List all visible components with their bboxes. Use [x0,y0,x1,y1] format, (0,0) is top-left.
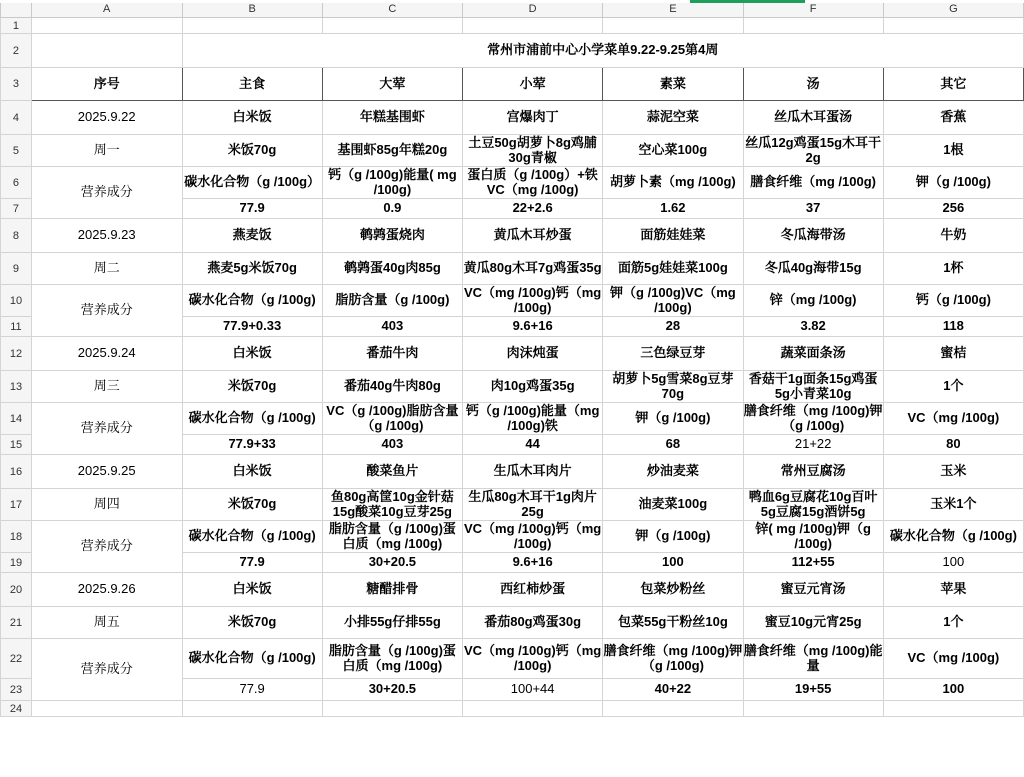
cell-value-b-5[interactable]: 77.9 [182,679,322,701]
cell-d24[interactable] [463,701,603,717]
column-header-f[interactable]: F [743,1,883,18]
row-header-21[interactable]: 21 [1,607,32,639]
cell-portion-c-1[interactable]: 基围虾85g年糕20g [322,135,462,167]
row-header-8[interactable]: 8 [1,219,32,253]
cell-dish-f-3[interactable]: 蔬菜面条汤 [743,337,883,371]
cell-nutrient-f-5[interactable]: 膳食纤维（mg /100g)能量 [743,639,883,679]
cell-dish-c-2[interactable]: 鹌鹑蛋烧肉 [322,219,462,253]
row-header-19[interactable]: 19 [1,553,32,573]
cell-a2[interactable] [31,34,182,68]
cell-value-d-4[interactable]: 9.6+16 [463,553,603,573]
cell-value-b-1[interactable]: 77.9 [182,199,322,219]
cell-weekday-1[interactable]: 周一 [31,135,182,167]
cell-dish-g-4[interactable]: 玉米 [883,455,1023,489]
cell-date-2[interactable]: 2025.9.23 [31,219,182,253]
table-row [1,68,1024,101]
cell-nutrient-b-2[interactable]: 碳水化合物（g /100g) [182,285,322,317]
table-row [1,489,1024,521]
header-staple[interactable]: 主食 [182,68,322,101]
cell-nutrient-b-4[interactable]: 碳水化合物（g /100g) [182,521,322,553]
cell-g24[interactable] [883,701,1023,717]
cell-nutrient-g-5[interactable]: VC（mg /100g) [883,639,1023,679]
cell-nutrition-label-5[interactable]: 营养成分 [31,639,182,701]
cell-value-c-1[interactable]: 0.9 [322,199,462,219]
cell-portion-f-2[interactable]: 冬瓜40g海带15g [743,253,883,285]
cell-portion-e-2[interactable]: 面筋5g娃娃菜100g [603,253,743,285]
cell-value-c-4[interactable]: 30+20.5 [322,553,462,573]
cell-value-b-2[interactable]: 77.9+0.33 [182,317,322,337]
table-row [1,34,1024,68]
column-header-d[interactable]: D [463,1,603,18]
cell-nutrient-c-1[interactable]: 钙（g /100g)能量( mg /100g) [322,167,462,199]
table-row [1,101,1024,135]
table-row [1,403,1024,435]
cell-portion-f-5[interactable]: 蜜豆10g元宵25g [743,607,883,639]
cell-value-d-2[interactable]: 9.6+16 [463,317,603,337]
row-header-2[interactable]: 2 [1,34,32,68]
cell-value-f-3[interactable]: 21+22 [743,435,883,455]
cell-value-d-5[interactable]: 100+44 [463,679,603,701]
cell-value-f-2[interactable]: 3.82 [743,317,883,337]
row-header-20[interactable]: 20 [1,573,32,607]
cell-dish-b-2[interactable]: 燕麦饭 [182,219,322,253]
row-header-24[interactable]: 24 [1,701,32,717]
row-header-14[interactable]: 14 [1,403,32,435]
cell-value-d-1[interactable]: 22+2.6 [463,199,603,219]
column-header-g[interactable]: G [883,1,1023,18]
cell-a24[interactable] [31,701,182,717]
cell-g1[interactable] [883,18,1023,34]
cell-portion-b-5[interactable]: 米饭70g [182,607,322,639]
cell-nutrition-label-2[interactable]: 营养成分 [31,285,182,337]
row-header-15[interactable]: 15 [1,435,32,455]
cell-nutrient-f-3[interactable]: 膳食纤维（mg /100g)钾（g /100g) [743,402,883,433]
cell-nutrient-e-2[interactable]: 钾（g /100g)VC（mg /100g) [603,285,743,317]
cell-value-g-5[interactable]: 100 [883,679,1023,701]
cell-nutrient-e-1[interactable]: 胡萝卜素（mg /100g) [603,167,743,199]
cell-portion-e-5[interactable]: 包菜55g干粉丝10g [603,607,743,639]
cell-e24[interactable] [603,701,743,717]
cell-nutrient-d-3[interactable]: 钙（g /100g)能量（mg /100g)铁 [463,403,603,435]
cell-dish-c-4[interactable]: 酸菜鱼片 [322,455,462,489]
cell-portion-b-4[interactable]: 米饭70g [182,489,322,521]
cell-value-f-5[interactable]: 19+55 [743,679,883,701]
cell-portion-g-2[interactable]: 1杯 [883,253,1023,285]
cell-dish-g-5[interactable]: 苹果 [883,573,1023,607]
cell-value-e-1[interactable]: 1.62 [603,199,743,219]
cell-value-e-3[interactable]: 68 [603,435,743,455]
cell-dish-b-3[interactable]: 白米饭 [182,337,322,371]
table-row [1,219,1024,253]
cell-portion-c-4[interactable]: 鱼80g高筐10g金针菇15g酸菜10g豆芽25g [322,489,462,521]
row-header-10[interactable]: 10 [1,285,32,317]
cell-f1[interactable] [743,18,883,34]
cell-dish-e-1[interactable]: 蒜泥空菜 [603,101,743,135]
table-row [1,167,1024,199]
cell-dish-e-5[interactable]: 包菜炒粉丝 [603,573,743,607]
cell-value-d-3[interactable]: 44 [463,435,603,455]
row-header-4[interactable]: 4 [1,101,32,135]
cell-nutrient-c-5[interactable]: 脂肪含量（g /100g)蛋白质（mg /100g) [322,639,462,679]
cell-dish-b-5[interactable]: 白米饭 [182,573,322,607]
table-row [1,573,1024,607]
cell-weekday-5[interactable]: 周五 [31,607,182,639]
row-header-3[interactable]: 3 [1,68,32,101]
row-header-23[interactable]: 23 [1,679,32,701]
cell-e1[interactable] [603,18,743,34]
header-meat-light[interactable]: 小荤 [463,68,603,101]
cell-portion-d-2[interactable]: 黄瓜80g木耳7g鸡蛋35g [463,253,603,285]
row-header-22[interactable]: 22 [1,639,32,679]
cell-nutrient-c-3[interactable]: VC（g /100g)脂肪含量（g /100g) [322,403,462,435]
cell-dish-d-2[interactable]: 黄瓜木耳炒蛋 [463,219,603,253]
cell-value-c-2[interactable]: 403 [322,317,462,337]
cell-portion-f-1[interactable]: 丝瓜12g鸡蛋15g木耳干2g [743,135,883,167]
cell-value-b-3[interactable]: 77.9+33 [182,435,322,455]
cell-portion-f-4[interactable]: 鸭血6g豆腐花10g百叶5g豆腐15g酒饼5g [743,489,883,521]
column-header-a[interactable]: A [31,1,182,18]
cell-nutrient-f-4[interactable]: 锌( mg /100g)钾（g /100g) [743,521,883,553]
cell-date-4[interactable]: 2025.9.25 [31,455,182,489]
cell-portion-c-3[interactable]: 番茄40g牛肉80g [322,371,462,403]
cell-portion-d-5[interactable]: 番茄80g鸡蛋30g [463,607,603,639]
cell-portion-b-2[interactable]: 燕麦5g米饭70g [182,253,322,285]
cell-dish-b-1[interactable]: 白米饭 [182,101,322,135]
cell-portion-c-2[interactable]: 鹌鹑蛋40g肉85g [322,253,462,285]
cell-nutrient-c-4[interactable]: 脂肪含量（g /100g)蛋白质（mg /100g) [322,521,462,553]
cell-portion-f-3[interactable]: 香菇干1g面条15g鸡蛋5g小青菜10g [743,371,883,403]
column-header-c[interactable]: C [322,1,462,18]
header-soup[interactable]: 汤 [743,68,883,101]
cell-portion-b-1[interactable]: 米饭70g [182,135,322,167]
cell-nutrient-g-4[interactable]: 碳水化合物（g /100g) [883,521,1023,553]
cell-nutrient-d-2[interactable]: VC（mg /100g)钙（mg /100g) [464,284,602,315]
table-row [1,18,1024,34]
header-meat-main[interactable]: 大荤 [322,68,462,101]
cell-portion-d-4[interactable]: 生瓜80g木耳干1g肉片25g [463,489,603,521]
cell-portion-b-3[interactable]: 米饭70g [182,371,322,403]
cell-nutrient-d-1[interactable]: 蛋白质（g /100g）+铁VC（mg /100g) [463,167,603,199]
cell-weekday-4[interactable]: 周四 [31,489,182,521]
row-header-6[interactable]: 6 [1,167,32,199]
cell-value-g-1[interactable]: 256 [883,199,1023,219]
row-header-12[interactable]: 12 [1,337,32,371]
cell-portion-d-3[interactable]: 肉10g鸡蛋35g [463,371,603,403]
cell-value-g-3[interactable]: 80 [883,435,1023,455]
cell-d1[interactable] [463,18,603,34]
cell-dish-d-5[interactable]: 西红柿炒蛋 [463,573,603,607]
table-row [1,701,1024,717]
cell-value-e-5[interactable]: 40+22 [603,679,743,701]
cell-value-b-4[interactable]: 77.9 [182,553,322,573]
select-all-corner[interactable] [1,1,32,18]
cell-b24[interactable] [182,701,322,717]
cell-nutrient-e-5[interactable]: 膳食纤维（mg /100g)钾（g /100g) [603,639,743,679]
cell-nutrient-b-5[interactable]: 碳水化合物（g /100g) [182,639,322,679]
cell-nutrient-f-1[interactable]: 膳食纤维（mg /100g) [743,167,883,199]
cell-value-e-4[interactable]: 100 [603,553,743,573]
cell-dish-f-1[interactable]: 丝瓜木耳蛋汤 [743,101,883,135]
cell-date-1[interactable]: 2025.9.22 [31,101,182,135]
cell-weekday-2[interactable]: 周二 [31,253,182,285]
cell-dish-g-2[interactable]: 牛奶 [883,219,1023,253]
cell-dish-d-4[interactable]: 生瓜木耳肉片 [463,455,603,489]
table-row [1,607,1024,639]
cell-value-f-4[interactable]: 112+55 [743,553,883,573]
cell-nutrient-f-2[interactable]: 锌（mg /100g) [743,285,883,317]
row-header-18[interactable]: 18 [1,521,32,553]
row-header-5[interactable]: 5 [1,135,32,167]
cell-dish-c-1[interactable]: 年糕基围虾 [322,101,462,135]
cell-dish-g-1[interactable]: 香蕉 [883,101,1023,135]
cell-dish-c-5[interactable]: 糖醋排骨 [322,573,462,607]
cell-f24[interactable] [743,701,883,717]
cell-portion-e-1[interactable]: 空心菜100g [603,135,743,167]
cell-dish-d-1[interactable]: 宫爆肉丁 [463,101,603,135]
cell-value-e-2[interactable]: 28 [603,317,743,337]
header-serial[interactable]: 序号 [31,68,182,101]
header-vegetable[interactable]: 素菜 [603,68,743,101]
column-header-row [1,1,1024,18]
cell-portion-g-3[interactable]: 1个 [883,371,1023,403]
cell-value-c-5[interactable]: 30+20.5 [322,679,462,701]
cell-nutrient-g-3[interactable]: VC（mg /100g) [883,403,1023,435]
cell-portion-e-4[interactable]: 油麦菜100g [603,489,743,521]
cell-dish-e-3[interactable]: 三色绿豆芽 [603,337,743,371]
cell-dish-g-3[interactable]: 蜜桔 [883,337,1023,371]
table-row [1,337,1024,371]
cell-portion-e-3[interactable]: 胡萝卜5g雪菜8g豆芽70g [603,371,743,403]
cell-dish-f-2[interactable]: 冬瓜海带汤 [743,219,883,253]
cell-date-3[interactable]: 2025.9.24 [31,337,182,371]
table-row [1,253,1024,285]
cell-value-g-4[interactable]: 100 [883,553,1023,573]
cell-c24[interactable] [322,701,462,717]
cell-nutrient-b-1[interactable]: 碳水化合物（g /100g） [182,167,322,199]
cell-portion-c-5[interactable]: 小排55g仔排55g [322,607,462,639]
header-other[interactable]: 其它 [883,68,1023,101]
cell-c1[interactable] [322,18,462,34]
cell-nutrient-b-3[interactable]: 碳水化合物（g /100g) [182,403,322,435]
column-header-e[interactable]: E [603,1,743,18]
cell-value-g-2[interactable]: 118 [883,317,1023,337]
cell-nutrition-label-1[interactable]: 营养成分 [31,167,182,219]
cell-nutrient-c-2[interactable]: 脂肪含量（g /100g) [322,285,462,317]
row-header-7[interactable]: 7 [1,199,32,219]
cell-portion-g-4[interactable]: 玉米1个 [883,489,1023,521]
row-header-9[interactable]: 9 [1,253,32,285]
cell-b1[interactable] [182,18,322,34]
cell-portion-g-5[interactable]: 1个 [883,607,1023,639]
cell-dish-d-3[interactable]: 肉沫炖蛋 [463,337,603,371]
cell-date-5[interactable]: 2025.9.26 [31,573,182,607]
table-row [1,285,1024,317]
cell-portion-d-1[interactable]: 土豆50g胡萝卜8g鸡脯30g青椒 [463,135,603,167]
cell-nutrition-label-4[interactable]: 营养成分 [31,521,182,573]
row-header-1[interactable]: 1 [1,18,32,34]
table-row [1,135,1024,167]
row-header-11[interactable]: 11 [1,317,32,337]
table-row [1,639,1024,679]
cell-nutrient-d-5[interactable]: VC（mg /100g)钙（mg /100g) [463,639,603,679]
cell-nutrient-d-4[interactable]: VC（mg /100g)钙（mg /100g) [464,520,602,551]
cell-portion-g-1[interactable]: 1根 [883,135,1023,167]
cell-nutrient-g-1[interactable]: 钾（g /100g) [883,167,1023,199]
row-header-16[interactable]: 16 [1,455,32,489]
cell-a1[interactable] [31,18,182,34]
cell-dish-c-3[interactable]: 番茄牛肉 [322,337,462,371]
cell-dish-e-2[interactable]: 面筋娃娃菜 [603,219,743,253]
table-row [1,455,1024,489]
cell-nutrient-g-2[interactable]: 钙（g /100g) [883,285,1023,317]
active-tab-indicator [690,0,805,3]
cell-weekday-3[interactable]: 周三 [31,371,182,403]
sheet-tab-accent-bar [0,0,1024,3]
row-header-17[interactable]: 17 [1,489,32,521]
cell-dish-f-4[interactable]: 常州豆腐汤 [743,455,883,489]
cell-dish-b-4[interactable]: 白米饭 [182,455,322,489]
cell-nutrient-e-3[interactable]: 钾（g /100g) [603,403,743,435]
table-row [1,371,1024,403]
column-header-b[interactable]: B [182,1,322,18]
cell-dish-e-4[interactable]: 炒油麦菜 [603,455,743,489]
menu-title[interactable]: 常州市浦前中心小学菜单9.22-9.25第4周 [182,34,1024,68]
cell-value-f-1[interactable]: 37 [743,199,883,219]
cell-value-c-3[interactable]: 403 [322,435,462,455]
row-header-13[interactable]: 13 [1,371,32,403]
cell-dish-f-5[interactable]: 蜜豆元宵汤 [743,573,883,607]
cell-nutrient-e-4[interactable]: 钾（g /100g) [603,521,743,553]
table-row [1,521,1024,553]
cell-nutrition-label-3[interactable]: 营养成分 [31,403,182,455]
